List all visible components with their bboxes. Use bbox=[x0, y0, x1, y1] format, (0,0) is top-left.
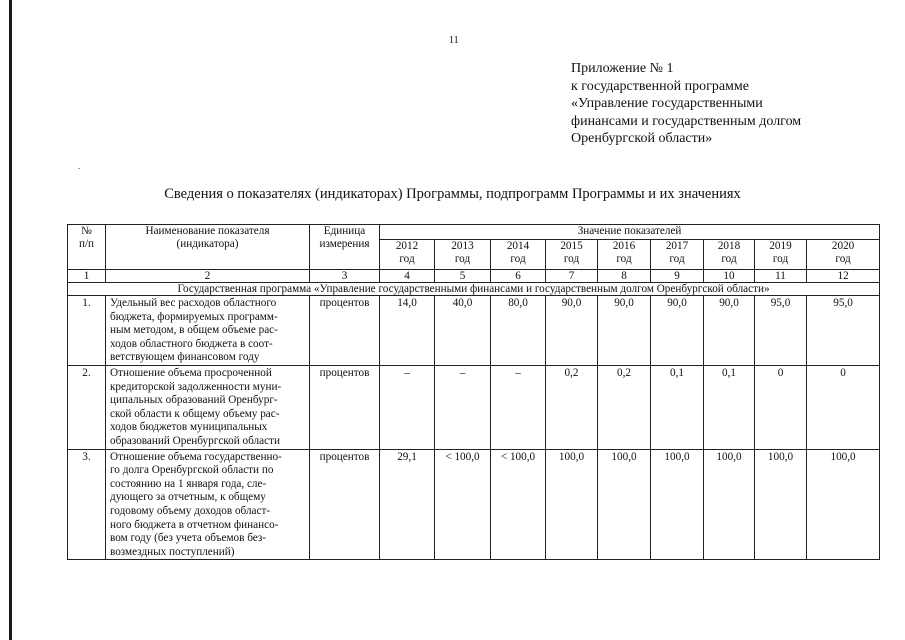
year-label: 2015 bbox=[560, 240, 583, 252]
value-cell: 100,0 bbox=[546, 449, 598, 560]
value-cell: 90,0 bbox=[546, 296, 598, 366]
indicators-table bbox=[67, 224, 880, 560]
column-number: 7 bbox=[546, 270, 598, 283]
appendix-line: «Управление государственными bbox=[571, 96, 763, 111]
column-number: 1 bbox=[68, 270, 106, 283]
header-unit-line: Единица bbox=[323, 225, 366, 237]
header-name bbox=[106, 225, 310, 270]
row-number: 3. bbox=[68, 449, 106, 560]
year-suffix: год bbox=[563, 253, 580, 265]
value-cell: 100,0 bbox=[651, 449, 704, 560]
header-year bbox=[651, 240, 704, 270]
header-name-line: (индикатора) bbox=[176, 238, 239, 250]
value-cell: 95,0 bbox=[755, 296, 807, 366]
indicator-name-line: Отношение объема просроченной bbox=[110, 366, 272, 379]
value-cell: 100,0 bbox=[755, 449, 807, 560]
column-number: 11 bbox=[755, 270, 807, 283]
year-label: 2016 bbox=[612, 240, 636, 252]
year-label: 2012 bbox=[395, 240, 419, 252]
indicator-name-line: кредиторской задолженности муни- bbox=[110, 380, 282, 393]
header-name-line: Наименование показателя bbox=[145, 225, 270, 237]
indicator-name-line: вом году (без учета объемов без- bbox=[110, 532, 266, 545]
appendix-line: Оренбургской области» bbox=[571, 131, 713, 146]
indicator-name-line: ветствующем финансовом году bbox=[110, 351, 260, 364]
header-unit-line: измерения bbox=[319, 238, 370, 250]
indicator-name-line: Отношение объема государственно- bbox=[110, 450, 282, 463]
value-cell: < 100,0 bbox=[491, 449, 546, 560]
header-num-line: № bbox=[81, 225, 92, 237]
indicator-name-line: Удельный вес расходов областного bbox=[110, 297, 277, 309]
value-cell: 40,0 bbox=[435, 296, 491, 366]
section-title: Государственная программа «Управление государственными финансами и государственным долгом Оренбургской области» bbox=[68, 283, 880, 296]
indicator-name-line: бюджета, формируемых программ- bbox=[110, 310, 278, 323]
value-cell: 0 bbox=[807, 365, 880, 449]
appendix-line: к государственной программе bbox=[571, 78, 749, 94]
value-cell: < 100,0 bbox=[435, 449, 491, 560]
appendix-block bbox=[571, 60, 801, 148]
value-cell: – bbox=[435, 365, 491, 449]
year-suffix: год bbox=[721, 253, 737, 265]
header-values: Значение показателей bbox=[380, 225, 880, 240]
value-cell: – bbox=[491, 365, 546, 449]
column-number: 9 bbox=[651, 270, 704, 283]
header-year bbox=[807, 240, 880, 270]
indicator-name-line: ходов областного бюджета в соот- bbox=[110, 337, 273, 350]
column-number: 6 bbox=[491, 270, 546, 283]
column-number: 4 bbox=[380, 270, 435, 283]
header-year bbox=[704, 240, 755, 270]
table-row bbox=[68, 365, 880, 449]
header-num-line: п/п bbox=[78, 238, 95, 250]
value-cell: 90,0 bbox=[651, 296, 704, 366]
year-label: 2014 bbox=[506, 240, 530, 252]
year-suffix: год bbox=[399, 253, 415, 265]
column-number: 5 bbox=[435, 270, 491, 283]
table-row bbox=[68, 296, 880, 366]
year-label: 2017 bbox=[665, 240, 689, 252]
year-label: 2020 bbox=[831, 240, 855, 252]
value-cell: 29,1 bbox=[380, 449, 435, 560]
year-label: 2018 bbox=[717, 240, 741, 252]
indicator-name-line: годовому объему доходов област- bbox=[110, 504, 271, 517]
indicator-name-line: го долга Оренбургской области по bbox=[110, 464, 274, 477]
value-cell: 0,1 bbox=[704, 365, 755, 449]
year-suffix: год bbox=[835, 253, 851, 265]
value-cell: 95,0 bbox=[807, 296, 880, 366]
indicator-name-line: образований Оренбургской области bbox=[110, 434, 280, 447]
year-suffix: год bbox=[669, 253, 685, 265]
page-number: 11 bbox=[449, 35, 459, 46]
year-label: 2013 bbox=[451, 240, 474, 252]
value-cell: 100,0 bbox=[704, 449, 755, 560]
year-suffix: год bbox=[454, 253, 471, 265]
indicator-name bbox=[106, 365, 310, 449]
appendix-line: Приложение № 1 bbox=[571, 61, 674, 76]
header-year bbox=[380, 240, 435, 270]
document-title: Сведения о показателях (индикаторах) Программы, подпрограмм Программы и их значениях bbox=[164, 186, 741, 202]
year-label: 2019 bbox=[769, 240, 792, 252]
value-cell: 100,0 bbox=[807, 449, 880, 560]
scan-speck: . bbox=[78, 162, 80, 171]
indicator-name-line: ного бюджета в отчетном финансо- bbox=[110, 518, 279, 531]
header-unit bbox=[310, 225, 380, 270]
indicator-name-line: ской области к общему объему рас- bbox=[110, 407, 280, 420]
header-year bbox=[598, 240, 651, 270]
header-year bbox=[546, 240, 598, 270]
appendix-line: финансами и государственным долгом bbox=[571, 113, 802, 129]
value-cell: 0,1 bbox=[651, 365, 704, 449]
row-number: 1. bbox=[68, 296, 106, 366]
column-number: 12 bbox=[807, 270, 880, 283]
header-year bbox=[491, 240, 546, 270]
year-suffix: год bbox=[616, 253, 632, 265]
indicator-name-line: возмездных поступлений) bbox=[110, 545, 235, 558]
year-suffix: год bbox=[772, 253, 789, 265]
value-cell: 90,0 bbox=[704, 296, 755, 366]
unit-cell: процентов bbox=[310, 449, 380, 560]
value-cell: 0,2 bbox=[598, 365, 651, 449]
column-number: 2 bbox=[106, 270, 310, 283]
value-cell: 100,0 bbox=[598, 449, 651, 560]
scan-edge-line bbox=[9, 0, 12, 640]
indicator-name bbox=[106, 449, 310, 560]
indicator-name bbox=[106, 296, 310, 366]
indicator-name-line: ципальных образований Оренбург- bbox=[110, 394, 278, 407]
column-number: 10 bbox=[704, 270, 755, 283]
value-cell: 0,2 bbox=[546, 365, 598, 449]
indicator-name-line: ным методом, в общем объеме рас- bbox=[110, 324, 278, 337]
header-year bbox=[435, 240, 491, 270]
indicator-name-line: ходов бюджетов муниципальных bbox=[110, 421, 268, 434]
column-number: 8 bbox=[598, 270, 651, 283]
header-year bbox=[755, 240, 807, 270]
unit-cell: процентов bbox=[310, 365, 380, 449]
value-cell: 80,0 bbox=[491, 296, 546, 366]
value-cell: 90,0 bbox=[598, 296, 651, 366]
indicator-name-line: дующего за отчетным, к общему bbox=[110, 491, 266, 504]
year-suffix: год bbox=[510, 253, 526, 265]
table-row bbox=[68, 449, 880, 560]
header-num bbox=[68, 225, 106, 270]
value-cell: 0 bbox=[755, 365, 807, 449]
row-number: 2. bbox=[68, 365, 106, 449]
value-cell: 14,0 bbox=[380, 296, 435, 366]
unit-cell: процентов bbox=[310, 296, 380, 366]
indicator-name-line: состоянию на 1 января года, сле- bbox=[110, 477, 267, 490]
column-number: 3 bbox=[310, 270, 380, 283]
value-cell: – bbox=[380, 365, 435, 449]
